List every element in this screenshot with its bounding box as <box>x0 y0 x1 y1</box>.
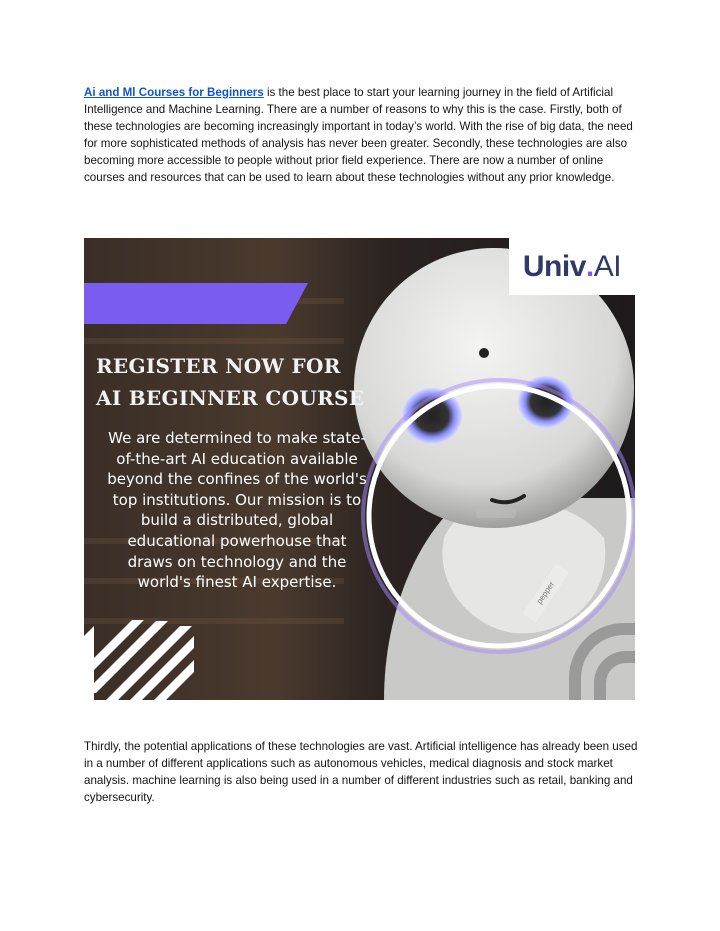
headline-line-2: AI BEGINNER COURSE <box>96 386 365 410</box>
course-banner-image <box>84 238 635 700</box>
intro-paragraph <box>84 84 640 186</box>
purple-banner-stripe <box>84 283 308 324</box>
logo-ai-text: AI <box>593 249 622 283</box>
logo-main-text: Univ <box>522 249 586 283</box>
univ-ai-logo <box>509 238 635 295</box>
banner-headline <box>96 350 396 414</box>
logo-dot: . <box>585 249 594 283</box>
courses-link[interactable]: Ai and Ml Courses for Beginners <box>84 86 264 99</box>
closing-paragraph: Thirdly, the potential applications of these technologies are vast. Artificial intelligence has already been used in a number of different applications such as autonomous vehicles, medical diagnosis and stock market analysis. machine learning is also being used in a number of different industries such as retail, banking and cybersecurity. <box>84 740 638 804</box>
robot-name-tag: pepper <box>523 564 570 623</box>
headline-line-1: REGISTER NOW FOR <box>96 354 341 378</box>
banner-mission-text: We are determined to make state-of-the-art AI education available beyond the confines of the world's top institutions. Our mission is to build a distributed, global educational powerhouse that draws on technology and the world's finest AI expertise. <box>107 429 367 592</box>
intro-text: is the best place to start your learning journey in the field of Artificial Intelligence and Machine Learning. There are a number of reasons to why this is the case. Firstly, both of these technologies are becoming increasingly important in today’s world. With the rise of big data, the need for more sophisticated methods of analysis has never been greater. Secondly, these technologies are also becoming more accessible to people without prior field experience. There are now a number of online courses and resources that can be used to learn about these technologies without any prior knowledge. <box>84 86 633 184</box>
robot-illustration <box>354 248 635 700</box>
